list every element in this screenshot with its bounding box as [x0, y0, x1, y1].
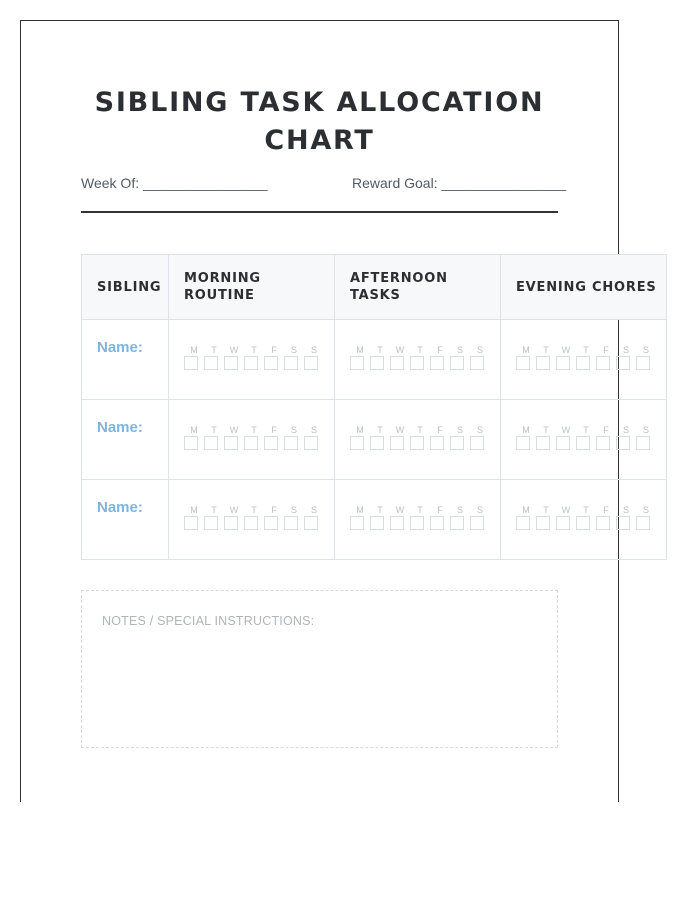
- day-checkbox[interactable]: [576, 436, 590, 450]
- day-checkbox[interactable]: [516, 436, 530, 450]
- morning-cell: [169, 400, 335, 480]
- day-column: [636, 425, 656, 450]
- day-column: [450, 345, 470, 370]
- day-column: [410, 505, 430, 530]
- day-checkbox[interactable]: [264, 516, 278, 530]
- day-column: [556, 505, 576, 530]
- day-letter: T: [583, 505, 589, 515]
- day-column: [284, 425, 304, 450]
- day-column: [536, 505, 556, 530]
- day-checkbox[interactable]: [430, 436, 444, 450]
- day-letter: W: [229, 345, 239, 355]
- morning-cell: [169, 480, 335, 560]
- day-column: [264, 425, 284, 450]
- day-column: [390, 505, 410, 530]
- sibling-cell: [82, 320, 169, 400]
- header-divider: [81, 211, 558, 213]
- day-checkbox-group: [501, 320, 666, 370]
- day-column: [184, 505, 204, 530]
- day-checkbox[interactable]: [284, 356, 298, 370]
- day-letter: M: [356, 505, 364, 515]
- day-checkbox[interactable]: [556, 436, 570, 450]
- day-letter: W: [561, 505, 571, 515]
- day-checkbox[interactable]: [410, 356, 424, 370]
- day-column: [224, 345, 244, 370]
- day-checkbox[interactable]: [450, 436, 464, 450]
- day-column: [370, 345, 390, 370]
- day-checkbox[interactable]: [284, 516, 298, 530]
- day-checkbox[interactable]: [304, 516, 318, 530]
- day-checkbox[interactable]: [576, 356, 590, 370]
- day-letter: M: [190, 505, 198, 515]
- day-column: [450, 425, 470, 450]
- day-checkbox[interactable]: [244, 356, 258, 370]
- day-checkbox[interactable]: [470, 356, 484, 370]
- day-letter: W: [561, 345, 571, 355]
- day-checkbox[interactable]: [370, 436, 384, 450]
- day-column: [204, 505, 224, 530]
- day-column: [224, 505, 244, 530]
- day-letter: M: [190, 425, 198, 435]
- header-afternoon-tasks: AFTERNOON TASKS: [335, 255, 501, 320]
- day-column: [616, 425, 636, 450]
- day-column: [450, 505, 470, 530]
- day-checkbox[interactable]: [224, 436, 238, 450]
- day-column: [284, 505, 304, 530]
- day-checkbox-group: [335, 400, 500, 450]
- day-letter: S: [456, 505, 463, 515]
- sibling-cell: [82, 400, 169, 480]
- day-column: [516, 505, 536, 530]
- notes-label: NOTES / SPECIAL INSTRUCTIONS:: [102, 614, 315, 628]
- day-letter: F: [603, 425, 609, 435]
- week-of-field: Week Of: ________________: [81, 175, 268, 191]
- day-letter: F: [437, 425, 443, 435]
- day-letter: T: [583, 345, 589, 355]
- morning-cell: [169, 320, 335, 400]
- day-letter: S: [310, 425, 317, 435]
- day-letter: T: [377, 345, 383, 355]
- day-letter: M: [356, 425, 364, 435]
- afternoon-cell: [335, 480, 501, 560]
- day-letter: S: [642, 345, 649, 355]
- day-checkbox[interactable]: [350, 436, 364, 450]
- day-checkbox[interactable]: [636, 356, 650, 370]
- day-checkbox-group: [501, 480, 666, 530]
- day-column: [470, 345, 490, 370]
- day-checkbox[interactable]: [184, 516, 198, 530]
- day-checkbox-group: [335, 320, 500, 370]
- day-letter: M: [522, 425, 530, 435]
- day-letter: W: [395, 425, 405, 435]
- day-column: [264, 505, 284, 530]
- day-checkbox[interactable]: [224, 356, 238, 370]
- day-letter: T: [543, 505, 549, 515]
- day-checkbox[interactable]: [244, 436, 258, 450]
- table-row: [82, 480, 667, 560]
- day-checkbox-group: [501, 400, 666, 450]
- day-column: [204, 345, 224, 370]
- header-sibling: SIBLING: [82, 255, 169, 320]
- day-checkbox[interactable]: [536, 356, 550, 370]
- day-letter: W: [395, 345, 405, 355]
- day-letter: S: [476, 505, 483, 515]
- day-checkbox[interactable]: [536, 436, 550, 450]
- day-column: [184, 345, 204, 370]
- task-table: [81, 254, 667, 560]
- day-letter: T: [417, 345, 423, 355]
- day-column: [516, 345, 536, 370]
- day-letter: W: [561, 425, 571, 435]
- day-column: [184, 425, 204, 450]
- chart-title: SIBLING TASK ALLOCATION CHART: [94, 87, 545, 156]
- day-column: [410, 425, 430, 450]
- day-column: [516, 425, 536, 450]
- day-checkbox[interactable]: [244, 516, 258, 530]
- day-letter: S: [622, 345, 629, 355]
- day-checkbox[interactable]: [204, 516, 218, 530]
- day-checkbox[interactable]: [390, 356, 404, 370]
- day-column: [224, 425, 244, 450]
- day-letter: S: [290, 505, 297, 515]
- day-column: [576, 345, 596, 370]
- day-letter: S: [456, 425, 463, 435]
- day-checkbox[interactable]: [450, 356, 464, 370]
- day-letter: T: [417, 505, 423, 515]
- day-checkbox[interactable]: [516, 516, 530, 530]
- day-checkbox[interactable]: [430, 516, 444, 530]
- day-column: [390, 345, 410, 370]
- day-checkbox[interactable]: [470, 436, 484, 450]
- day-letter: T: [543, 425, 549, 435]
- day-letter: S: [642, 505, 649, 515]
- day-letter: S: [290, 425, 297, 435]
- header-morning-routine: MORNING ROUTINE: [169, 255, 335, 320]
- notes-box[interactable]: [81, 590, 558, 748]
- day-letter: S: [290, 345, 297, 355]
- day-column: [244, 505, 264, 530]
- day-column: [576, 425, 596, 450]
- day-letter: T: [211, 345, 217, 355]
- day-column: [264, 345, 284, 370]
- table-row: [82, 400, 667, 480]
- day-checkbox[interactable]: [410, 516, 424, 530]
- day-checkbox[interactable]: [470, 516, 484, 530]
- day-checkbox[interactable]: [284, 436, 298, 450]
- day-column: [204, 425, 224, 450]
- day-column: [430, 505, 450, 530]
- day-letter: S: [476, 425, 483, 435]
- header-evening-chores: EVENING CHORES: [501, 255, 667, 320]
- day-letter: M: [356, 345, 364, 355]
- day-checkbox[interactable]: [596, 356, 610, 370]
- day-letter: T: [377, 425, 383, 435]
- evening-cell: [501, 480, 667, 560]
- day-letter: F: [603, 505, 609, 515]
- day-column: [596, 345, 616, 370]
- day-letter: W: [229, 505, 239, 515]
- day-letter: S: [456, 345, 463, 355]
- day-letter: T: [251, 345, 257, 355]
- day-checkbox[interactable]: [370, 516, 384, 530]
- day-column: [616, 505, 636, 530]
- day-checkbox[interactable]: [204, 436, 218, 450]
- day-column: [536, 425, 556, 450]
- day-letter: S: [310, 505, 317, 515]
- day-checkbox-group: [169, 320, 334, 370]
- day-column: [536, 345, 556, 370]
- day-checkbox[interactable]: [596, 436, 610, 450]
- day-column: [430, 345, 450, 370]
- day-checkbox[interactable]: [264, 356, 278, 370]
- day-letter: T: [583, 425, 589, 435]
- day-checkbox[interactable]: [450, 516, 464, 530]
- day-checkbox[interactable]: [264, 436, 278, 450]
- day-column: [430, 425, 450, 450]
- day-checkbox[interactable]: [616, 436, 630, 450]
- day-column: [636, 345, 656, 370]
- day-letter: T: [377, 505, 383, 515]
- day-letter: F: [603, 345, 609, 355]
- day-letter: T: [211, 425, 217, 435]
- day-checkbox[interactable]: [390, 516, 404, 530]
- day-column: [556, 425, 576, 450]
- day-checkbox[interactable]: [596, 516, 610, 530]
- day-column: [350, 345, 370, 370]
- day-checkbox[interactable]: [204, 356, 218, 370]
- day-checkbox[interactable]: [370, 356, 384, 370]
- day-column: [470, 505, 490, 530]
- day-letter: S: [642, 425, 649, 435]
- day-checkbox[interactable]: [224, 516, 238, 530]
- day-letter: M: [190, 345, 198, 355]
- day-letter: M: [522, 345, 530, 355]
- day-checkbox[interactable]: [516, 356, 530, 370]
- day-column: [370, 505, 390, 530]
- day-checkbox-group: [335, 480, 500, 530]
- day-column: [244, 425, 264, 450]
- day-letter: F: [271, 345, 277, 355]
- day-column: [636, 505, 656, 530]
- day-checkbox[interactable]: [636, 436, 650, 450]
- sibling-name-label: Name:: [97, 419, 143, 436]
- day-checkbox-group: [169, 480, 334, 530]
- day-column: [350, 505, 370, 530]
- day-checkbox[interactable]: [410, 436, 424, 450]
- day-letter: W: [229, 425, 239, 435]
- day-checkbox[interactable]: [636, 516, 650, 530]
- table-row: [82, 320, 667, 400]
- table-header-row: [82, 255, 667, 320]
- day-letter: T: [211, 505, 217, 515]
- day-checkbox-group: [169, 400, 334, 450]
- day-checkbox[interactable]: [350, 356, 364, 370]
- day-column: [556, 345, 576, 370]
- day-column: [284, 345, 304, 370]
- reward-goal-field: Reward Goal: ________________: [352, 175, 567, 191]
- day-checkbox[interactable]: [390, 436, 404, 450]
- day-column: [304, 345, 324, 370]
- sibling-name-label: Name:: [97, 499, 143, 516]
- day-checkbox[interactable]: [304, 436, 318, 450]
- day-column: [244, 345, 264, 370]
- day-column: [410, 345, 430, 370]
- day-letter: T: [251, 505, 257, 515]
- day-checkbox[interactable]: [616, 516, 630, 530]
- day-checkbox[interactable]: [536, 516, 550, 530]
- day-column: [350, 425, 370, 450]
- day-letter: T: [543, 345, 549, 355]
- day-letter: F: [271, 505, 277, 515]
- day-column: [616, 345, 636, 370]
- day-letter: F: [437, 505, 443, 515]
- evening-cell: [501, 400, 667, 480]
- day-letter: S: [622, 505, 629, 515]
- day-letter: F: [437, 345, 443, 355]
- day-column: [304, 505, 324, 530]
- day-checkbox[interactable]: [430, 356, 444, 370]
- afternoon-cell: [335, 320, 501, 400]
- day-letter: T: [417, 425, 423, 435]
- day-letter: S: [476, 345, 483, 355]
- sibling-name-label: Name:: [97, 339, 143, 356]
- day-column: [470, 425, 490, 450]
- day-column: [304, 425, 324, 450]
- day-checkbox[interactable]: [304, 356, 318, 370]
- day-column: [576, 505, 596, 530]
- sibling-cell: [82, 480, 169, 560]
- day-column: [596, 425, 616, 450]
- day-column: [370, 425, 390, 450]
- day-checkbox[interactable]: [556, 516, 570, 530]
- day-checkbox[interactable]: [184, 436, 198, 450]
- day-letter: S: [310, 345, 317, 355]
- day-letter: F: [271, 425, 277, 435]
- day-checkbox[interactable]: [184, 356, 198, 370]
- day-checkbox[interactable]: [616, 356, 630, 370]
- day-letter: S: [622, 425, 629, 435]
- day-letter: W: [395, 505, 405, 515]
- day-column: [390, 425, 410, 450]
- day-checkbox[interactable]: [350, 516, 364, 530]
- afternoon-cell: [335, 400, 501, 480]
- day-column: [596, 505, 616, 530]
- day-letter: T: [251, 425, 257, 435]
- day-checkbox[interactable]: [576, 516, 590, 530]
- day-checkbox[interactable]: [556, 356, 570, 370]
- day-letter: M: [522, 505, 530, 515]
- evening-cell: [501, 320, 667, 400]
